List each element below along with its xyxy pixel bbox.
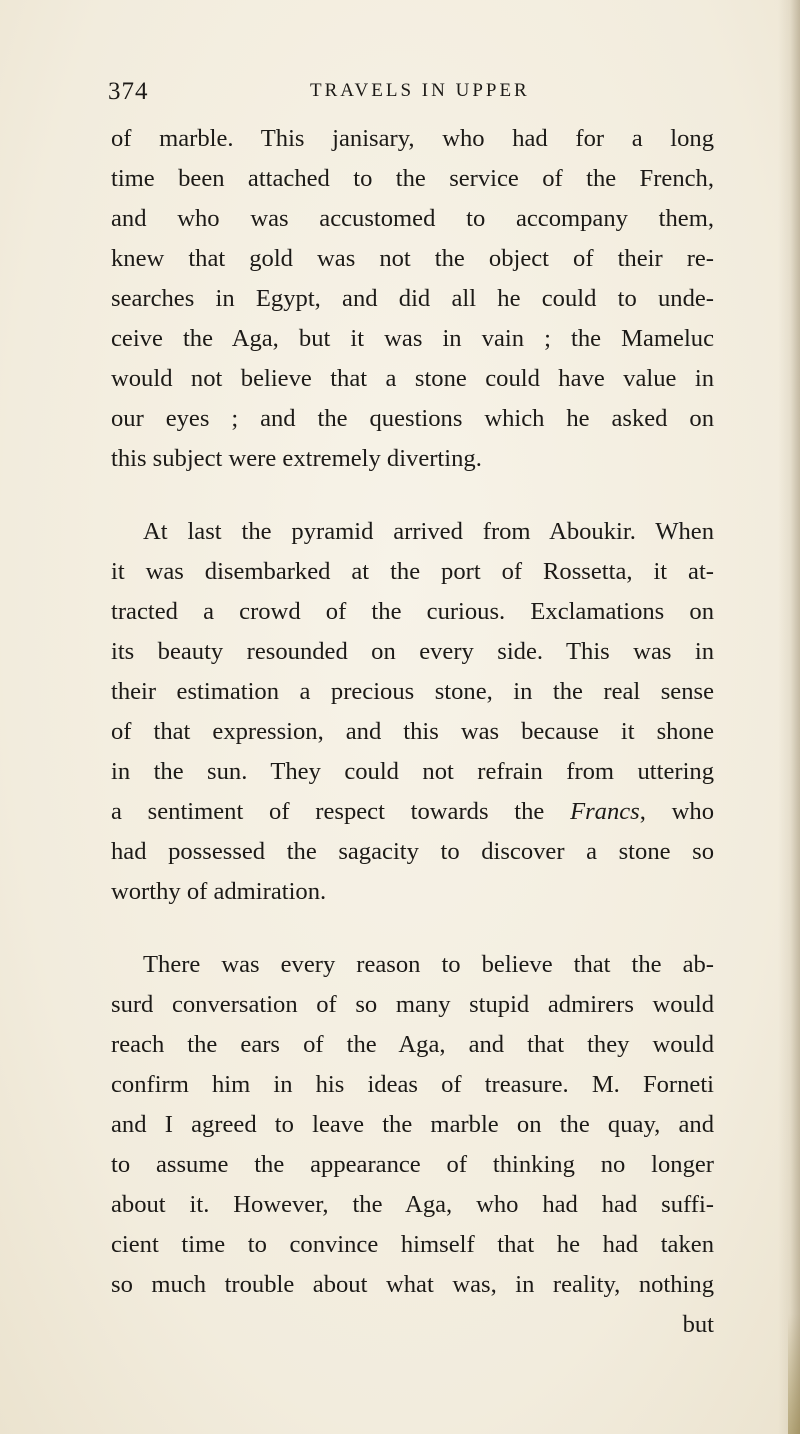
text-line: in the sun. They could not refrain from uttering	[111, 758, 714, 785]
text-line: it was disembarked at the port of Rossetta, it at-	[111, 558, 714, 585]
text-line: tracted a crowd of the curious. Exclamations on	[111, 598, 714, 625]
text-line: their estimation a precious stone, in the real sense	[111, 678, 714, 705]
running-head: TRAVELS IN UPPER	[310, 80, 530, 101]
text-line: cient time to convince himself that he had taken	[111, 1231, 714, 1258]
italic-term: Francs	[570, 798, 640, 825]
text-line: had possessed the sagacity to discover a stone so	[111, 838, 714, 865]
text-line: reach the ears of the Aga, and that they would	[111, 1031, 714, 1058]
text-line: ceive the Aga, but it was in vain ; the Mameluc	[111, 325, 714, 352]
text-fragment: , who	[639, 798, 714, 825]
text-line: confirm him in his ideas of treasure. M. Forneti	[111, 1071, 714, 1098]
text-line: worthy of admiration.	[111, 878, 327, 905]
text-line: and who was accustomed to accompany them,	[111, 205, 714, 232]
text-line: its beauty resounded on every side. This was in	[111, 638, 714, 665]
text-line: time been attached to the service of the French,	[111, 165, 714, 192]
text-line: surd conversation of so many stupid admirers would	[111, 991, 714, 1018]
page-edge-shadow	[778, 0, 800, 1434]
body-text	[111, 119, 714, 1345]
text-line: so much trouble about what was, in reality, nothing	[111, 1271, 714, 1298]
text-fragment: a sentiment of respect towards the	[111, 798, 571, 825]
paragraph-gap	[111, 479, 714, 512]
page-number: 374	[108, 78, 149, 105]
page-edge-stain	[788, 1314, 800, 1434]
text-line: and I agreed to leave the marble on the quay, and	[111, 1111, 714, 1138]
text-line: about it. However, the Aga, who had had suffi-	[111, 1191, 714, 1218]
text-line: of marble. This janisary, who had for a long	[111, 125, 714, 152]
text-line: would not believe that a stone could have value in	[111, 365, 714, 392]
text-line: to assume the appearance of thinking no longer	[111, 1151, 714, 1178]
text-line: this subject were extremely diverting.	[111, 445, 482, 472]
catchword: but	[682, 1311, 714, 1338]
text-line: searches in Egypt, and did all he could to unde-	[111, 285, 714, 312]
text-line: our eyes ; and the questions which he asked on	[111, 405, 714, 432]
paragraph-gap	[111, 912, 714, 945]
page-header	[108, 78, 720, 118]
text-line: knew that gold was not the object of their re-	[111, 245, 714, 272]
text-line: There was every reason to believe that the ab-	[143, 951, 714, 978]
text-line-with-italic	[111, 792, 714, 832]
text-line: At last the pyramid arrived from Aboukir. When	[143, 518, 714, 545]
text-line: of that expression, and this was because it shone	[111, 718, 714, 745]
